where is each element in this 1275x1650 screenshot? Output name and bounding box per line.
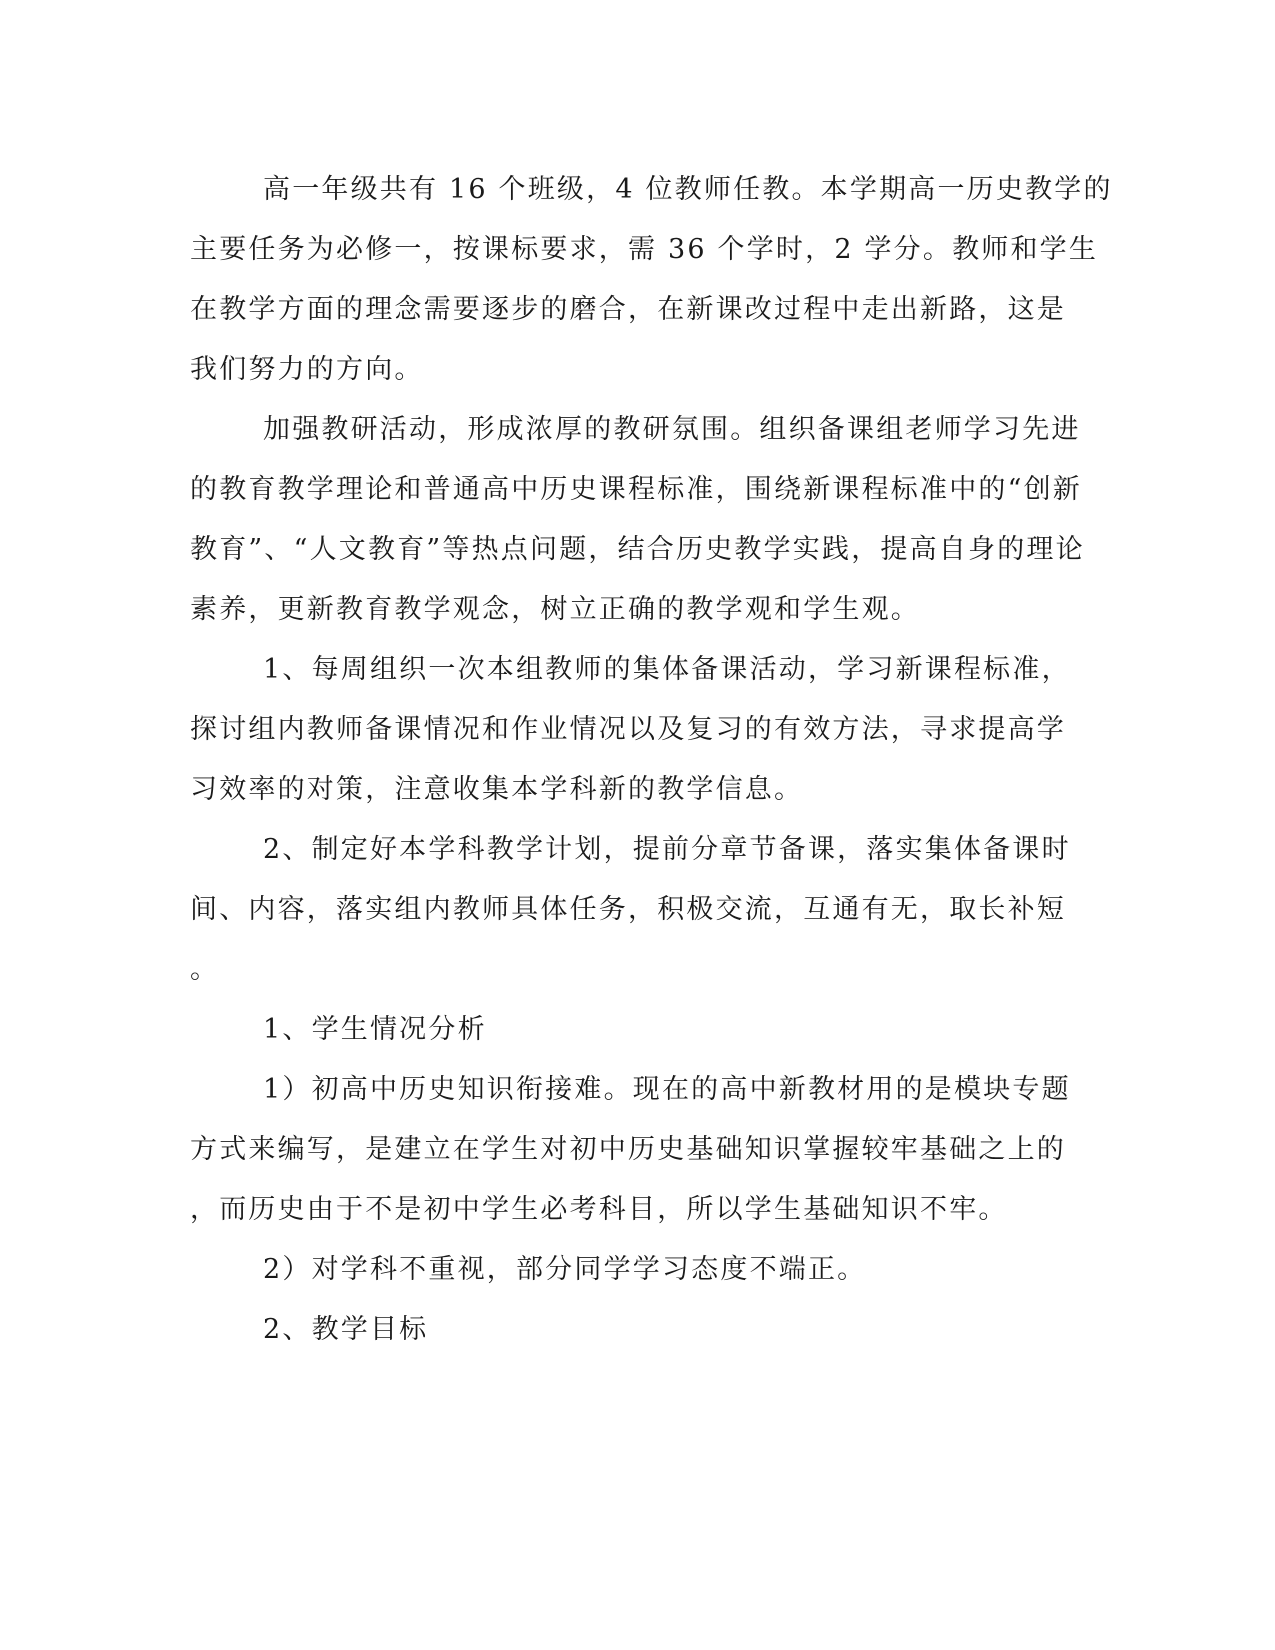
- text-line: 2）对学科不重视，部分同学学习态度不端正。: [263, 1254, 867, 1285]
- text-line: 主要任务为必修一，按课标要求，需 36 个学时，2 学分。教师和学生: [190, 234, 1099, 265]
- text-line: 高一年级共有 16 个班级，4 位教师任教。本学期高一历史教学的: [263, 174, 1113, 205]
- text-line: 2、教学目标: [263, 1314, 429, 1345]
- text-line: 1、每周组织一次本组教师的集体备课活动，学习新课程标准，: [263, 654, 1071, 685]
- text-line: 1）初高中历史知识衔接难。现在的高中新教材用的是模块专题: [263, 1074, 1071, 1105]
- text-line: 方式来编写，是建立在学生对初中历史基础知识掌握较牢基础之上的: [190, 1134, 1066, 1165]
- text-line: 教育”、“人文教育”等热点问题，结合历史教学实践，提高自身的理论: [190, 534, 1085, 565]
- text-line: 加强教研活动，形成浓厚的教研氛围。组织备课组老师学习先进: [263, 414, 1081, 445]
- text-line: 的教育教学理论和普通高中历史课程标准，围绕新课程标准中的“创新: [190, 474, 1083, 505]
- text-line: 间、内容，落实组内教师具体任务，积极交流，互通有无，取长补短: [190, 894, 1066, 925]
- text-line: 。: [190, 954, 220, 985]
- text-line: 习效率的对策，注意收集本学科新的教学信息。: [190, 774, 804, 805]
- text-line: 素养，更新教育教学观念，树立正确的教学观和学生观。: [190, 594, 920, 625]
- text-line: 我们努力的方向。: [190, 354, 424, 385]
- text-line: 1、学生情况分析: [263, 1014, 487, 1045]
- text-line: 2、制定好本学科教学计划，提前分章节备课，落实集体备课时: [263, 834, 1071, 865]
- text-line: ，而历史由于不是初中学生必考科目，所以学生基础知识不牢。: [190, 1194, 1008, 1225]
- text-line: 探讨组内教师备课情况和作业情况以及复习的有效方法，寻求提高学: [190, 714, 1066, 745]
- text-line: 在教学方面的理念需要逐步的磨合，在新课改过程中走出新路，这是: [190, 294, 1066, 325]
